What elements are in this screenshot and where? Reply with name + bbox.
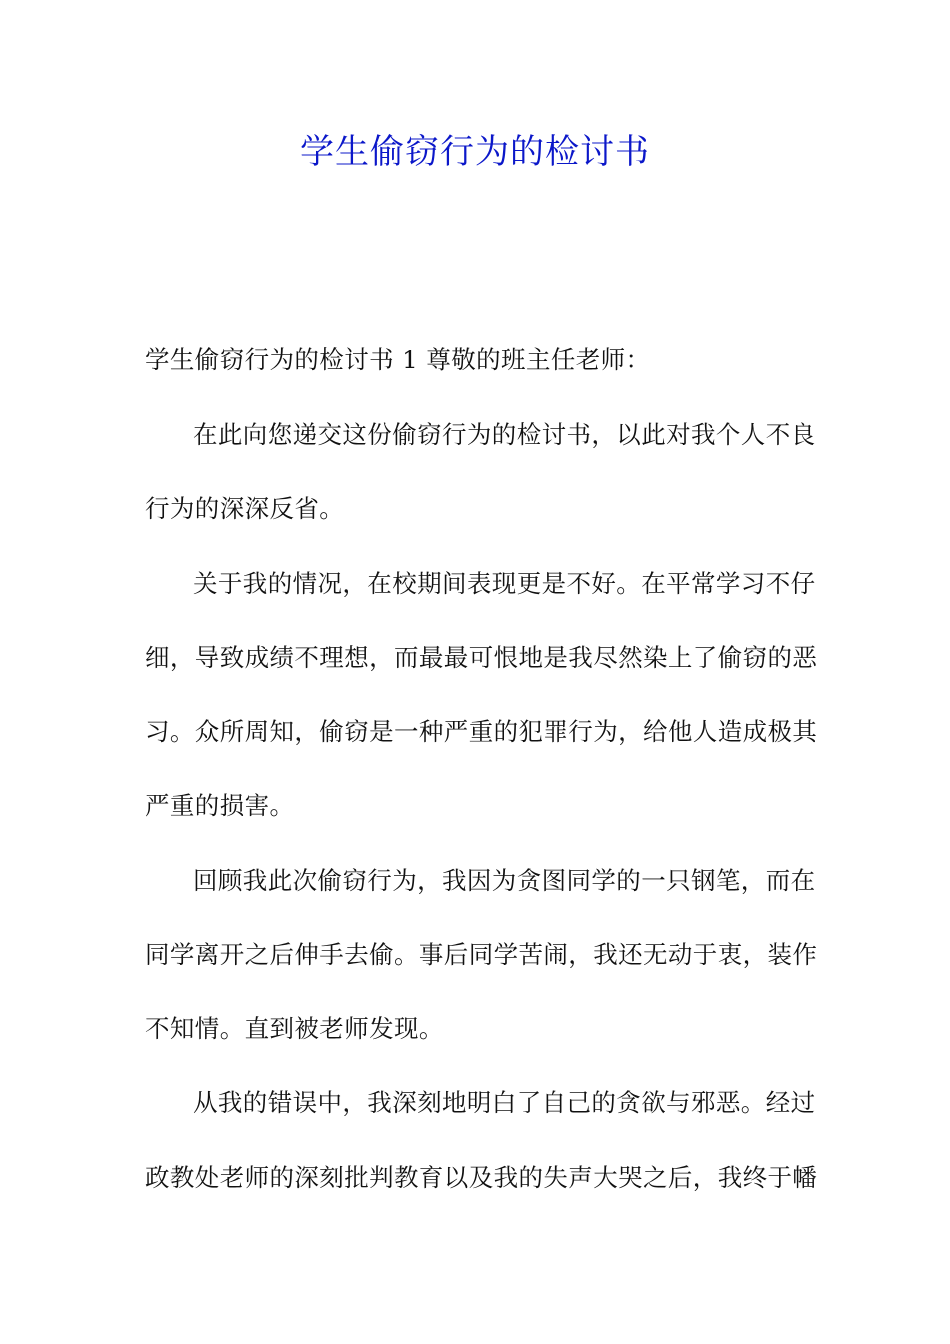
text-line-salutation: 学生偷窃行为的检讨书 1 尊敬的班主任老师： [145, 345, 651, 374]
text-line: 行为的深深反省。 [145, 494, 345, 523]
text-line: 同学离开之后伸手去偷。事后同学苦闹，我还无动于衷，装作 [145, 940, 818, 969]
text-line: 在此向您递交这份偷窃行为的检讨书，以此对我个人不良 [193, 420, 816, 449]
text-line: 关于我的情况，在校期间表现更是不好。在平常学习不仔 [193, 569, 816, 598]
text-line: 不知情。直到被老师发现。 [145, 1014, 444, 1043]
document-title: 学生偷窃行为的检讨书 [300, 132, 650, 172]
text-line: 习。众所周知，偷窃是一种严重的犯罪行为，给他人造成极其 [145, 717, 818, 746]
text-line: 严重的损害。 [145, 791, 295, 820]
text-line: 细，导致成绩不理想，而最最可恨地是我尽然染上了偷窃的恶 [145, 643, 818, 672]
text-line: 政教处老师的深刻批判教育以及我的失声大哭之后，我终于幡 [145, 1163, 818, 1192]
text-line: 回顾我此次偷窃行为，我因为贪图同学的一只钢笔，而在 [193, 866, 816, 895]
text-line: 从我的错误中，我深刻地明白了自己的贪欲与邪恶。经过 [193, 1088, 816, 1117]
